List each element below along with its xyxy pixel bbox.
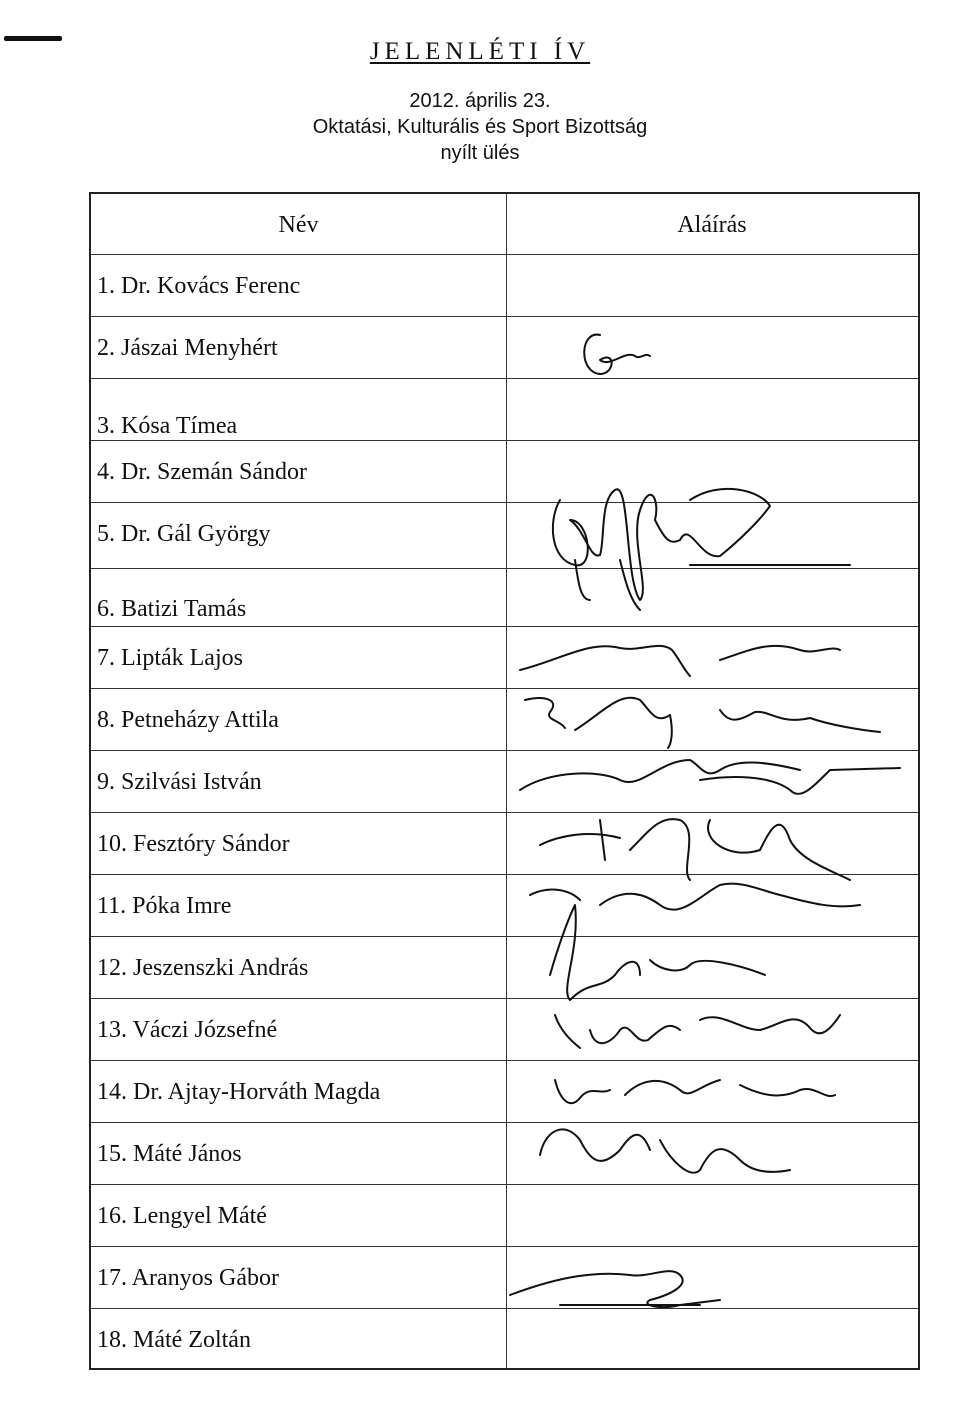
row-divider bbox=[91, 254, 918, 255]
member-name: 17. Aranyos Gábor bbox=[97, 1265, 279, 1291]
document-title: JELENLÉTI ÍV bbox=[369, 38, 591, 65]
member-name: 12. Jeszenszki András bbox=[97, 955, 309, 981]
committee-name: Oktatási, Kulturális és Sport Bizottság bbox=[312, 116, 648, 138]
member-name: 16. Lengyel Máté bbox=[97, 1203, 267, 1229]
member-name: 2. Jászai Menyhért bbox=[97, 335, 278, 361]
row-divider bbox=[91, 874, 918, 875]
row-divider bbox=[91, 1060, 918, 1061]
member-name: 13. Váczi Józsefné bbox=[97, 1017, 278, 1043]
member-name: 4. Dr. Szemán Sándor bbox=[97, 459, 307, 485]
member-name: 18. Máté Zoltán bbox=[97, 1327, 251, 1353]
session-type: nyílt ülés bbox=[440, 142, 520, 164]
row-divider bbox=[91, 1246, 918, 1247]
meeting-date: 2012. április 23. bbox=[409, 90, 551, 112]
row-divider bbox=[91, 440, 918, 441]
row-divider bbox=[91, 688, 918, 689]
attendance-table bbox=[89, 192, 920, 1370]
member-name: 1. Dr. Kovács Ferenc bbox=[97, 273, 301, 299]
member-name: 9. Szilvási István bbox=[97, 769, 262, 795]
row-divider bbox=[91, 750, 918, 751]
member-name: 10. Fesztóry Sándor bbox=[97, 831, 290, 857]
row-divider bbox=[91, 936, 918, 937]
row-divider bbox=[91, 1308, 918, 1309]
row-divider bbox=[91, 502, 918, 503]
row-divider bbox=[91, 378, 918, 379]
member-name: 6. Batizi Tamás bbox=[97, 596, 247, 622]
column-divider bbox=[506, 194, 507, 1368]
column-header-signature: Aláírás bbox=[677, 212, 747, 238]
member-name: 15. Máté János bbox=[97, 1141, 242, 1167]
row-divider bbox=[91, 568, 918, 569]
row-divider bbox=[91, 1184, 918, 1185]
member-name: 5. Dr. Gál György bbox=[97, 521, 271, 547]
row-divider bbox=[91, 316, 918, 317]
member-name: 7. Lipták Lajos bbox=[97, 645, 243, 671]
row-divider bbox=[91, 998, 918, 999]
column-header-name: Név bbox=[278, 212, 319, 238]
member-name: 3. Kósa Tímea bbox=[97, 413, 238, 439]
row-divider bbox=[91, 812, 918, 813]
member-name: 11. Póka Imre bbox=[97, 893, 232, 919]
row-divider bbox=[91, 1122, 918, 1123]
row-divider bbox=[91, 626, 918, 627]
member-name: 14. Dr. Ajtay-Horváth Magda bbox=[97, 1079, 381, 1105]
member-name: 8. Petneházy Attila bbox=[97, 707, 279, 733]
